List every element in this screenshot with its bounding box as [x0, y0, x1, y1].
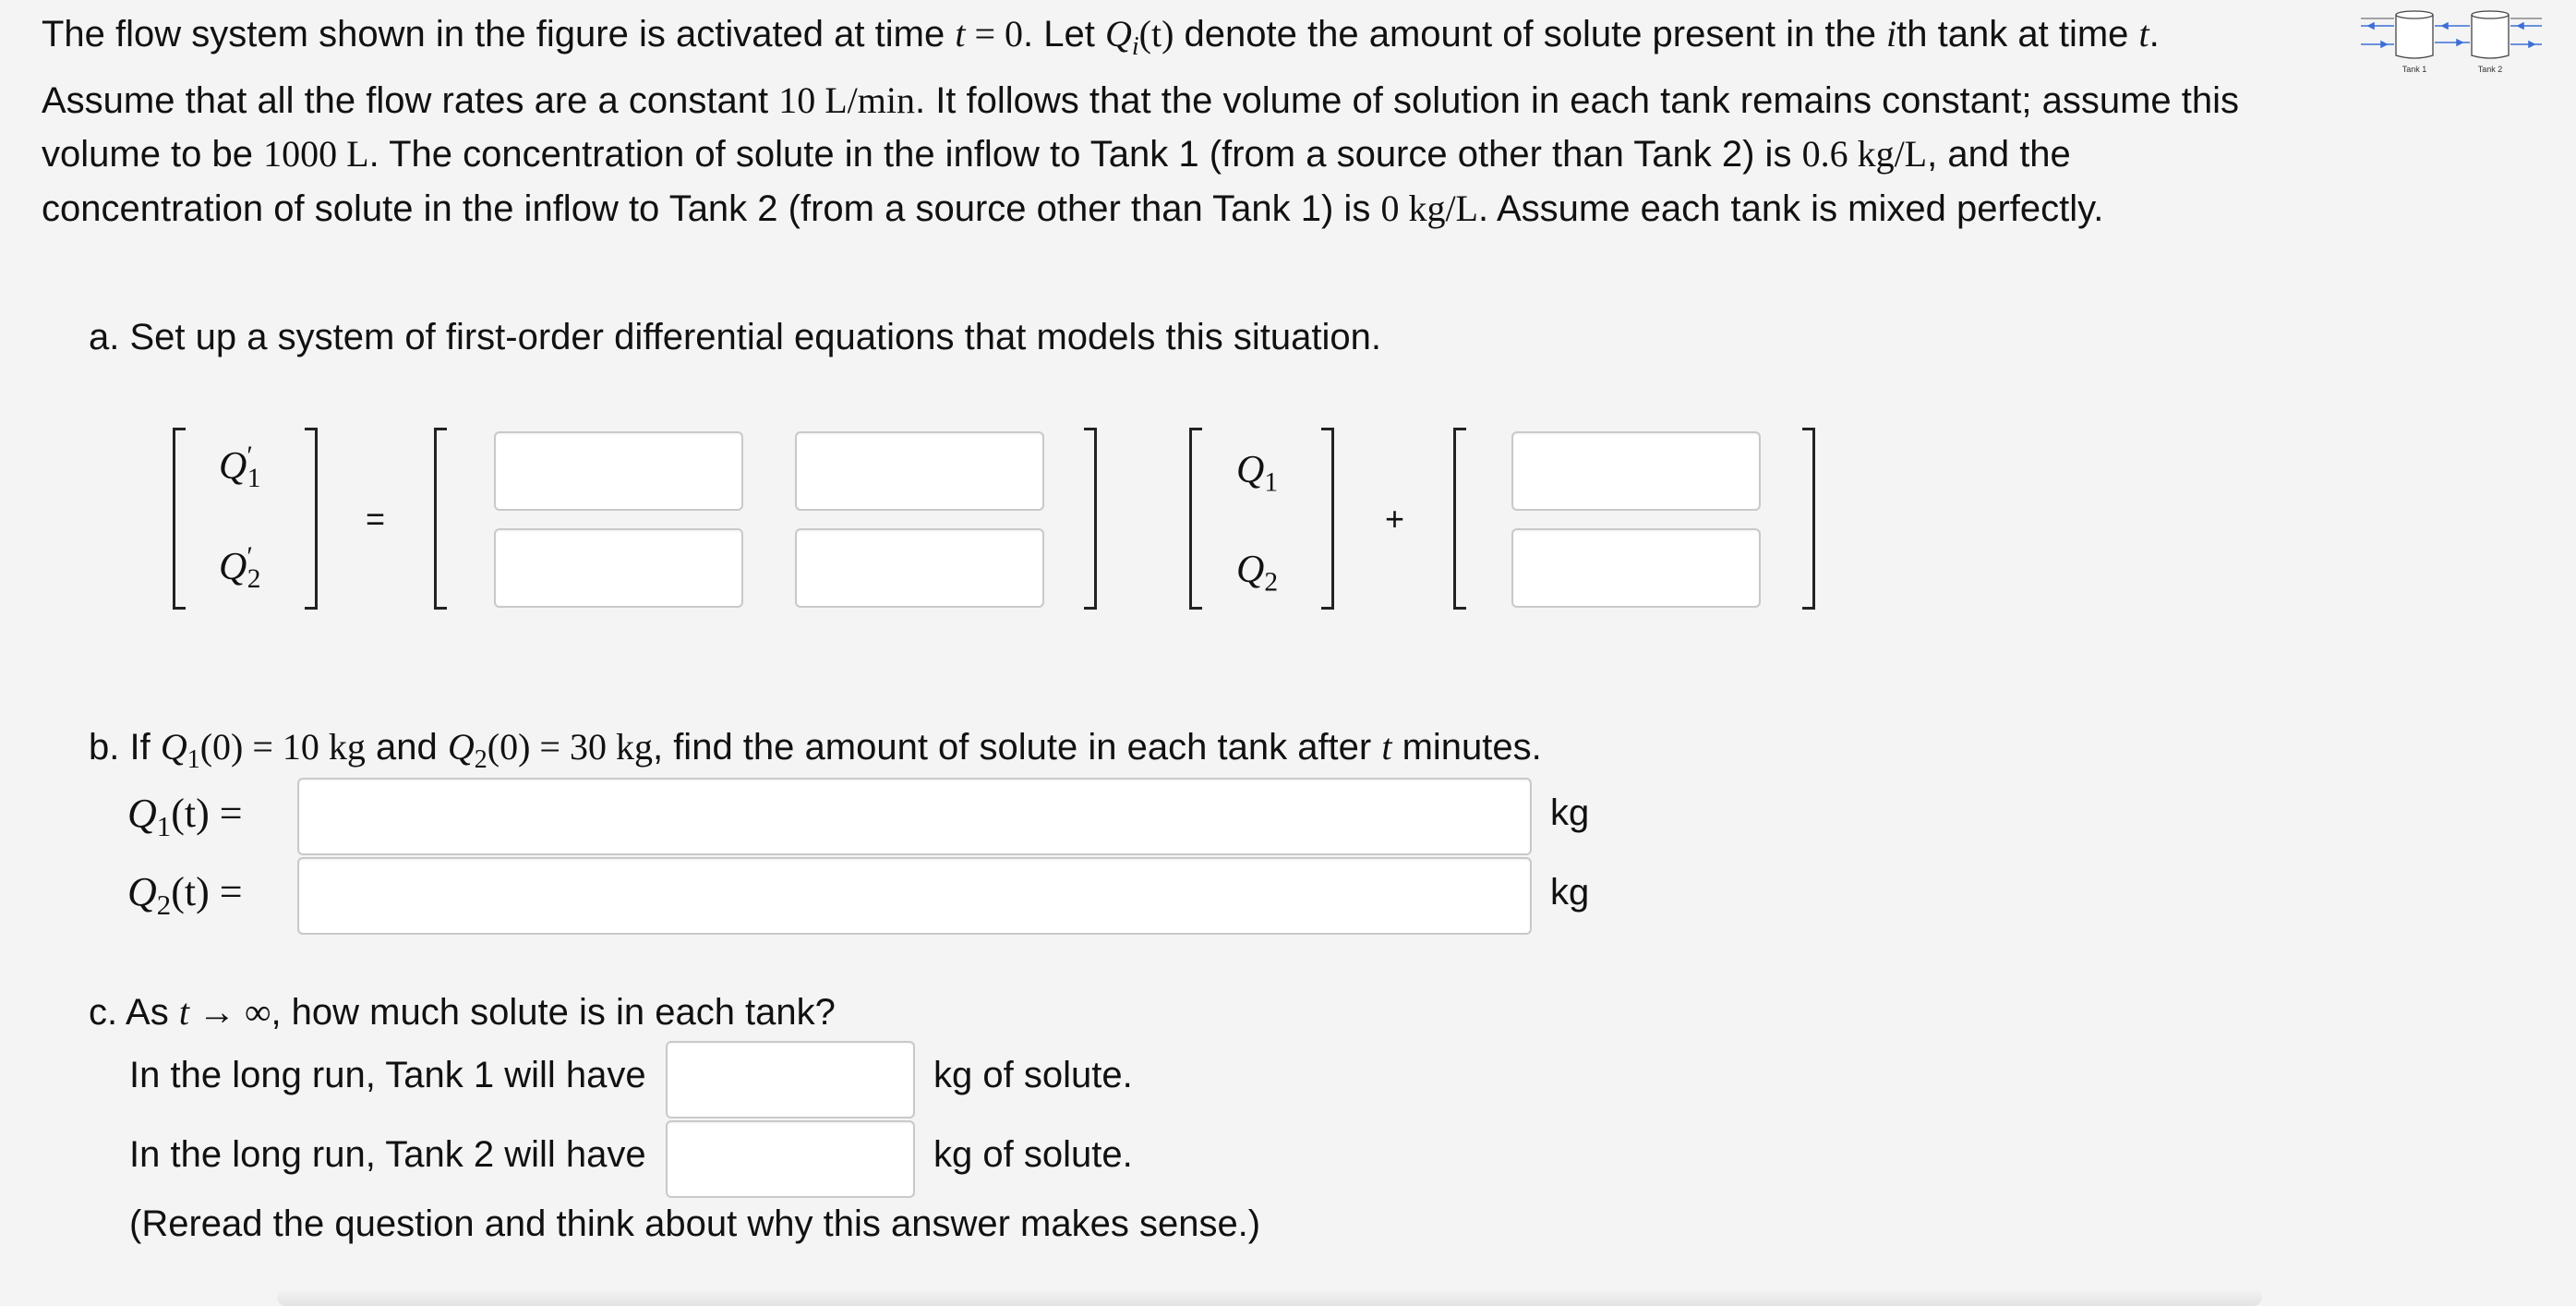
math-i: i — [1886, 13, 1897, 54]
math-sub-i: i — [1131, 32, 1139, 61]
intro-text: th tank at time — [1896, 14, 2139, 54]
const-entry-2[interactable] — [1511, 528, 1761, 608]
math-paren-t: (t) — [1138, 13, 1174, 54]
tank1-longrun-text: In the long run, Tank 1 will have — [129, 1055, 646, 1095]
q1-unit: kg — [1550, 792, 1590, 833]
tank-2-shape — [2472, 15, 2509, 58]
vec-q2: $Q_2$ — [1236, 549, 1279, 598]
q2-unit: kg — [1550, 872, 1590, 913]
vec-left-bracket — [1189, 428, 1202, 610]
tank-1-label: Tank 1 — [2401, 65, 2427, 74]
const-right-bracket — [1802, 428, 1815, 610]
math-Q: Q — [1104, 13, 1132, 54]
matrix-entry-12[interactable] — [795, 431, 1044, 511]
math-volume: 1000 L — [263, 133, 369, 175]
tank-2-label: Tank 2 — [2477, 65, 2503, 74]
intro-text: The flow system shown in the figure is activated at time — [42, 14, 956, 54]
intro-text: . Assume each tank is mixed perfectly. — [1477, 187, 2104, 229]
math-t: t — [955, 13, 966, 54]
matrix-entry-22[interactable] — [795, 528, 1044, 608]
math-concentration-1: 0.6 kg/L — [1801, 133, 1928, 175]
tank2-longrun-input[interactable] — [666, 1120, 915, 1198]
tank2-unit-text: kg of solute. — [933, 1134, 1133, 1175]
intro-text: denote the amount of solute present in the — [1174, 14, 1887, 54]
const-left-bracket — [1453, 428, 1466, 610]
flow-arrows — [2361, 18, 2542, 47]
math-t: t — [2138, 13, 2149, 54]
tank-1-top — [2396, 11, 2433, 18]
const-entry-1[interactable] — [1511, 431, 1761, 511]
lhs-right-bracket — [305, 428, 318, 610]
reread-note: (Reread the question and think about why this answer makes sense.) — [129, 1203, 1261, 1244]
vec-q1: $Q_1$ — [1236, 449, 1279, 498]
problem-statement — [42, 7, 2276, 236]
plus-sign: + — [1385, 500, 1405, 538]
lhs-q1-prime: $Q'_1$ — [219, 441, 261, 494]
math-rate: 10 L/min — [778, 79, 915, 121]
matrix-right-bracket — [1084, 428, 1097, 610]
math-eq: = 0 — [965, 13, 1024, 54]
tank1-unit-text: kg of solute. — [933, 1055, 1133, 1095]
q1-t-input[interactable] — [297, 778, 1532, 855]
intro-text: . Assume that all the flow rates are a constant — [42, 14, 2160, 121]
q1-t-label: $Q_1(t)$ = — [127, 791, 243, 842]
intro-text: , and the concentration of solute in the inflow to Tank 2 (from a source other than Tank 1) is — [42, 134, 2071, 229]
intro-text: . It follows that the volume of solution in each tank remains constant; assume this volume to be — [42, 79, 2240, 175]
matrix-entry-21[interactable] — [494, 528, 743, 608]
bottom-shadow — [277, 1288, 2262, 1306]
intro-text: . The concentration of solute in the inflow to Tank 1 (from a source other than Tank 2) is — [368, 134, 1802, 175]
matrix-entry-11[interactable] — [494, 431, 743, 511]
tank1-longrun-input[interactable] — [666, 1041, 915, 1119]
tank-2-top — [2472, 11, 2509, 18]
equals-sign: = — [366, 500, 386, 538]
q2-t-input[interactable] — [297, 857, 1532, 935]
tank-1-shape — [2396, 15, 2433, 58]
vec-right-bracket — [1321, 428, 1334, 610]
q2-t-label: $Q_2(t)$ = — [127, 869, 243, 921]
tank-system-figure[interactable] — [2359, 6, 2544, 76]
matrix-left-bracket — [434, 428, 447, 610]
part-b-label: b. If $Q_1(0) = 10$ kg and $Q_2(0) = 30$ kg, find the amount of solute in each tank after t minutes. — [89, 726, 1542, 774]
math-concentration-2: 0 kg/L — [1380, 187, 1478, 229]
intro-text: . Let — [1023, 14, 1105, 54]
part-a-label: a. Set up a system of first-order differential equations that models this situation. — [89, 317, 1381, 357]
lhs-q2-prime: $Q'_2$ — [219, 542, 261, 595]
lhs-left-bracket — [173, 428, 186, 610]
part-c-label: c. As t → ∞, how much solute is in each tank? — [89, 991, 836, 1033]
tank2-longrun-text: In the long run, Tank 2 will have — [129, 1134, 646, 1175]
